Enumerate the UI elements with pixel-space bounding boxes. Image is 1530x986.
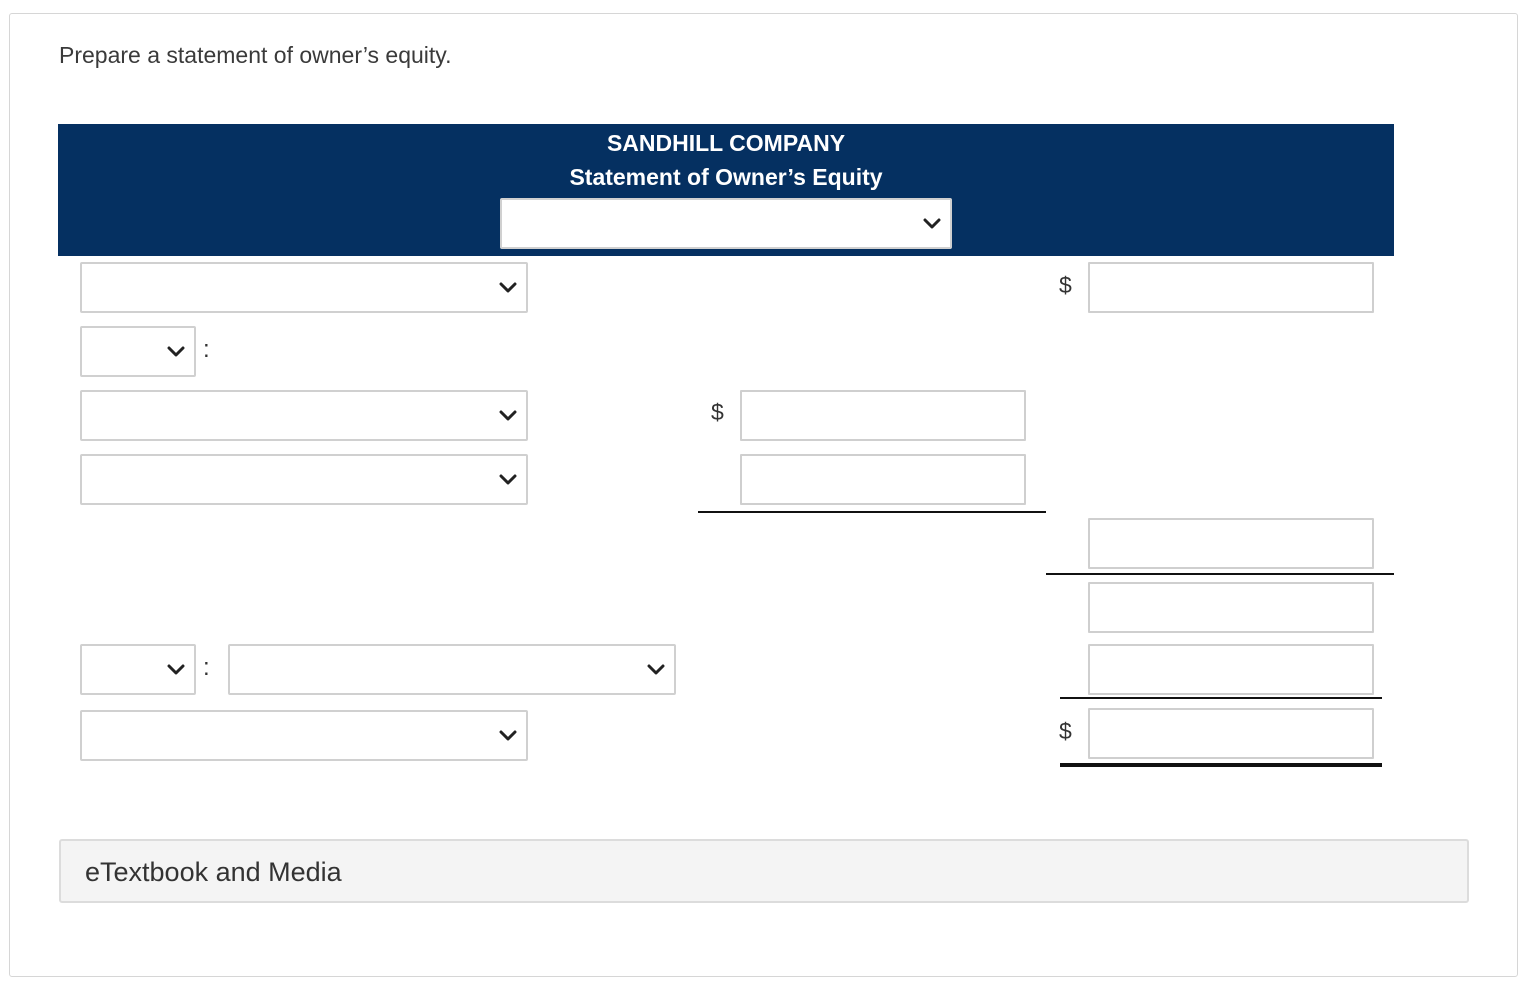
statement-title: Statement of Owner’s Equity <box>569 164 883 190</box>
chevron-down-icon <box>499 474 517 486</box>
subtotal-amount-input[interactable] <box>1088 518 1374 569</box>
item1-amount-input[interactable] <box>740 390 1026 441</box>
colon-separator: : <box>203 654 210 681</box>
double-underline-rule <box>1060 763 1382 767</box>
chevron-down-icon <box>499 410 517 422</box>
period-dropdown[interactable] <box>500 198 952 249</box>
closing-rule <box>1060 697 1382 699</box>
colon-separator: : <box>203 336 210 363</box>
item2-account-dropdown[interactable] <box>80 454 528 505</box>
opening-balance-amount-input[interactable] <box>1088 262 1374 313</box>
opening-balance-dropdown[interactable] <box>80 262 528 313</box>
closing-balance-amount-input[interactable] <box>1088 708 1374 759</box>
item2-amount-input[interactable] <box>740 454 1026 505</box>
chevron-down-icon <box>647 664 665 676</box>
chevron-down-icon <box>167 664 185 676</box>
add-less-dropdown[interactable] <box>80 326 196 377</box>
dollar-sign: $ <box>1059 272 1072 298</box>
chevron-down-icon <box>923 218 941 230</box>
chevron-down-icon <box>499 730 517 742</box>
subtotal-rule <box>698 511 1046 513</box>
dollar-sign: $ <box>1059 718 1072 744</box>
question-prompt: Prepare a statement of owner’s equity. <box>59 42 452 68</box>
dollar-sign: $ <box>711 399 724 425</box>
less-account-dropdown[interactable] <box>228 644 676 695</box>
etextbook-media-label: eTextbook and Media <box>85 857 342 887</box>
chevron-down-icon <box>167 346 185 358</box>
statement-header <box>58 124 1394 256</box>
chevron-down-icon <box>499 282 517 294</box>
etextbook-media-panel[interactable] <box>59 839 1469 903</box>
total-rule <box>1046 573 1394 575</box>
less-prefix-dropdown[interactable] <box>80 644 196 695</box>
company-name: SANDHILL COMPANY <box>606 130 846 156</box>
closing-balance-dropdown[interactable] <box>80 710 528 761</box>
sum-amount-input[interactable] <box>1088 582 1374 633</box>
less-amount-input[interactable] <box>1088 644 1374 695</box>
item1-account-dropdown[interactable] <box>80 390 528 441</box>
